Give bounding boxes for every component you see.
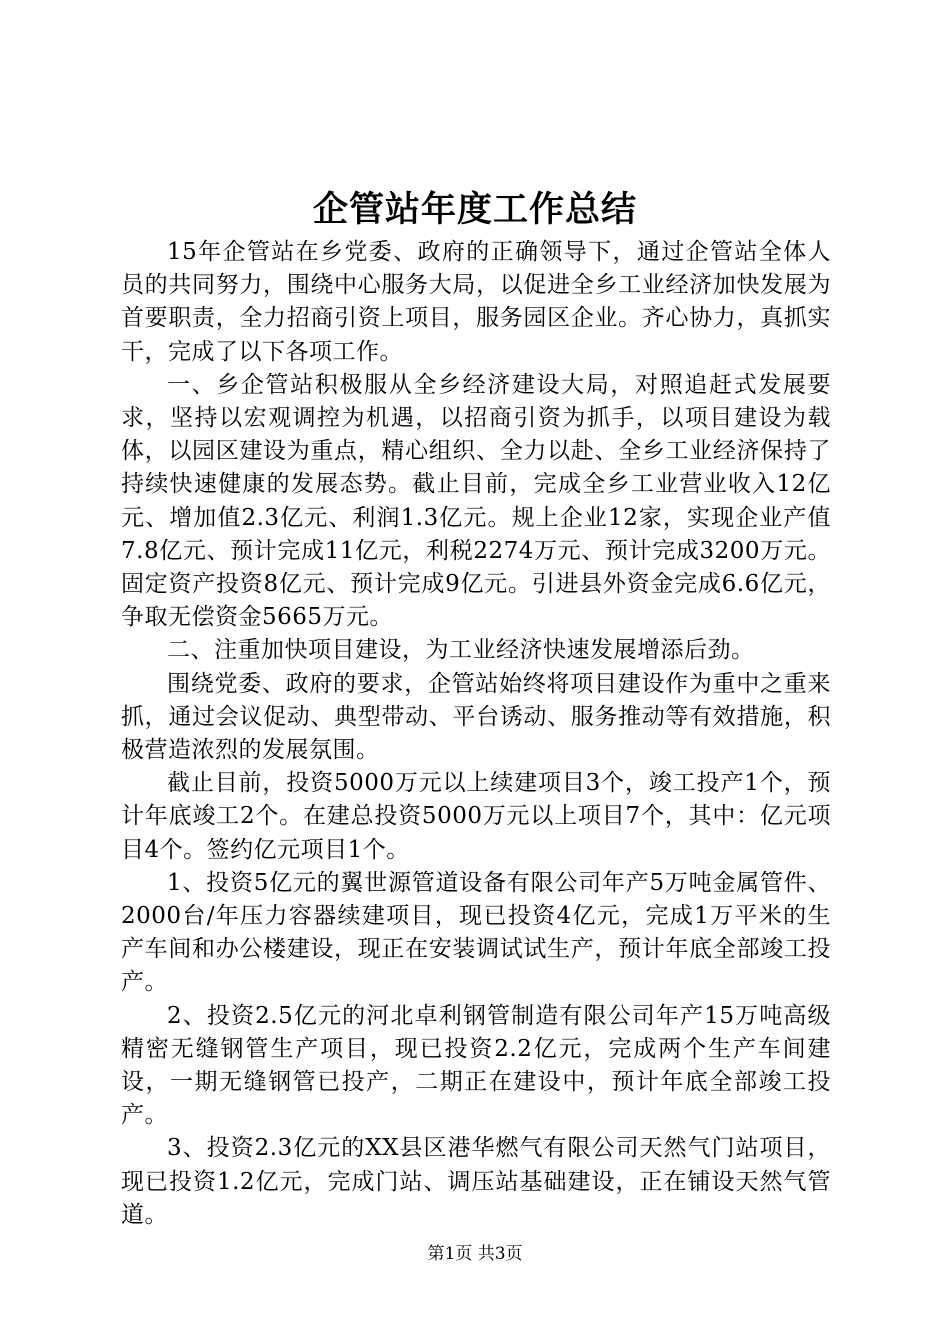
document-title: 企管站年度工作总结 (312, 189, 637, 230)
paragraph-section-two-heading: 二、注重加快项目建设，为工业经济快速发展增添后劲。 (167, 637, 755, 664)
paragraph-project-1: 1、投资5亿元的翼世源管道设备有限公司年产5万吨金属管件、2000台/年压力容器续建项目，现已投资4亿元，完成1万平米的生产车间和办公楼建设，现正在安装调试试生产，预计年底全部竣工投产。 (121, 869, 831, 996)
paragraph-project-measures: 围绕党委、政府的要求，企管站始终将项目建设作为重中之重来抓，通过会议促动、典型带动、平台诱动、服务推动等有效措施，积极营造浓烈的发展氛围。 (121, 670, 831, 764)
paragraph-intro: 15年企管站在乡党委、政府的正确领导下，通过企管站全体人员的共同努力，围绕中心服务大局，以促进全乡工业经济加快发展为首要职责，全力招商引资上项目，服务园区企业。齐心协力，真抓实干，完成了以下各项工作。 (121, 239, 831, 365)
paragraph-section-one: 一、乡企管站积极服从全乡经济建设大局，对照追赶式发展要求，坚持以宏观调控为机遇，以招商引资为抓手，以项目建设为载体，以园区建设为重点，精心组织、全力以赴、全乡工业经济保持了持续快速健康的发展态势。截止目前，完成全乡工业营业收入12亿元、增加值2.3亿元、利润1.3亿元。规上企业12家，实现企业产值7.8亿元、预计完成11亿元，利税2274万元、预计完成3200万元。固定资产投资8亿元、预计完成9亿元。引进县外资金完成6.6亿元，争取无偿资金5665万元。 (121, 371, 831, 631)
page-footer: 第1页 共3页 (427, 1244, 523, 1264)
document-body (121, 236, 831, 1232)
paragraph-project-summary: 截止目前，投资5000万元以上续建项目3个，竣工投产1个，预计年底竣工2个。在建总投资5000万元以上项目7个，其中：亿元项目4个。签约亿元项目1个。 (121, 770, 831, 863)
paragraph-project-2: 2、投资2.5亿元的河北卓利钢管制造有限公司年产15万吨高级精密无缝钢管生产项目，现已投资2.2亿元，完成两个生产车间建设，一期无缝钢管已投产，二期正在建设中，预计年底全部竣工投产。 (121, 1002, 831, 1129)
paragraph-project-3: 3、投资2.3亿元的XX县区港华燃气有限公司天然气门站项目，现已投资1.2亿元，完成门站、调压站基础建设，正在铺设天然气管道。 (121, 1135, 831, 1228)
